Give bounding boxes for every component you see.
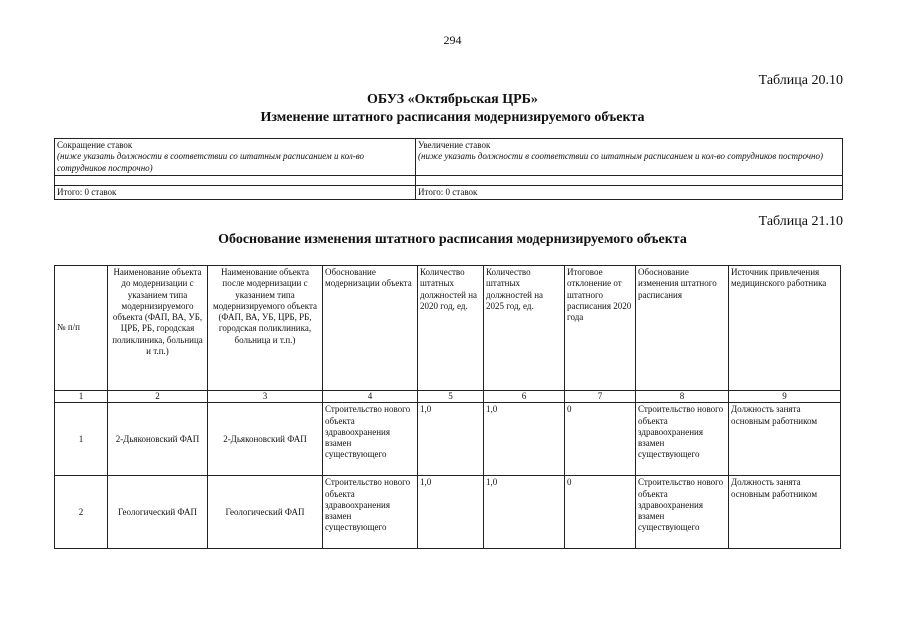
table1-title: Изменение штатного расписания модернизируемого объекта: [260, 110, 645, 125]
column-number: 8: [636, 391, 729, 403]
increase-header-cell: [416, 139, 843, 176]
change-reason: Строительство нового объекта здравоохранения взамен существующего: [636, 476, 729, 549]
page-number: 294: [443, 33, 462, 47]
modernization-reason: Строительство нового объекта здравоохранения взамен существующего: [323, 476, 418, 549]
column-number: 1: [55, 391, 108, 403]
object-after: 2-Дьяконовский ФАП: [208, 403, 323, 476]
reduction-empty-cell: [55, 175, 416, 185]
staff-source: Должность занята основным работником: [729, 403, 841, 476]
column-number: 3: [208, 391, 323, 403]
reduction-hint: (ниже указать должности в соответствии со штатным расписанием и кол-во сотрудников построчно): [57, 151, 365, 173]
column-header: Итоговое отклонение от штатного расписания 2020 года: [565, 266, 636, 391]
increase-empty-cell: [416, 175, 843, 185]
staff-source: Должность занята основным работником: [729, 476, 841, 549]
count-2020: 1,0: [418, 476, 484, 549]
column-header: Обоснование изменения штатного расписания: [636, 266, 729, 391]
column-number: 7: [565, 391, 636, 403]
table1-label: Таблица 20.10: [758, 73, 843, 88]
column-number: 4: [323, 391, 418, 403]
table-row: [55, 476, 841, 549]
deviation: 0: [565, 403, 636, 476]
change-reason: Строительство нового объекта здравоохранения взамен существующего: [636, 403, 729, 476]
count-2025: 1,0: [484, 476, 565, 549]
reduction-header-cell: [55, 139, 416, 176]
staff-change-table: [54, 138, 843, 200]
reduction-header: Сокращение ставок: [57, 140, 133, 150]
column-header: Количество штатных должностей на 2025 год, ед.: [484, 266, 565, 391]
table2-label: Таблица 21.10: [758, 214, 843, 229]
increase-header: Увеличение ставок: [418, 140, 491, 150]
deviation: 0: [565, 476, 636, 549]
reduction-total: Итого: 0 ставок: [55, 185, 416, 199]
column-header: Наименование объекта до модернизации с указанием типа модернизируемого объекта (ФАП, ВА, УБ, ЦРБ, РБ, городская поликлиника, больница и т.п.): [108, 266, 208, 391]
org-title: ОБУЗ «Октябрьская ЦРБ»: [367, 92, 538, 107]
column-number: 6: [484, 391, 565, 403]
count-2025: 1,0: [484, 403, 565, 476]
staffing-justification-table: [54, 265, 841, 549]
increase-total: Итого: 0 ставок: [416, 185, 843, 199]
column-header: Обоснование модернизации объекта: [323, 266, 418, 391]
column-header: Источник привлечения медицинского работника: [729, 266, 841, 391]
modernization-reason: Строительство нового объекта здравоохранения взамен существующего: [323, 403, 418, 476]
row-number: 2: [55, 476, 108, 549]
object-after: Геологический ФАП: [208, 476, 323, 549]
table2-title: Обоснование изменения штатного расписания модернизируемого объекта: [218, 232, 687, 247]
column-number: 2: [108, 391, 208, 403]
increase-hint: (ниже указать должности в соответствии со штатным расписанием и кол-во сотрудников построчно): [418, 151, 823, 162]
table-row: [55, 403, 841, 476]
row-number: 1: [55, 403, 108, 476]
column-number: 9: [729, 391, 841, 403]
column-number: 5: [418, 391, 484, 403]
count-2020: 1,0: [418, 403, 484, 476]
object-before: 2-Дьяконовский ФАП: [108, 403, 208, 476]
column-header: Количество штатных должностей на 2020 год, ед.: [418, 266, 484, 391]
column-header: Наименование объекта после модернизации с указанием типа модернизируемого объекта (ФАП, ВА, УБ, ЦРБ, РБ, городская поликлиника, больница и т.п.): [208, 266, 323, 391]
object-before: Геологический ФАП: [108, 476, 208, 549]
column-header: № п/п: [55, 266, 108, 391]
